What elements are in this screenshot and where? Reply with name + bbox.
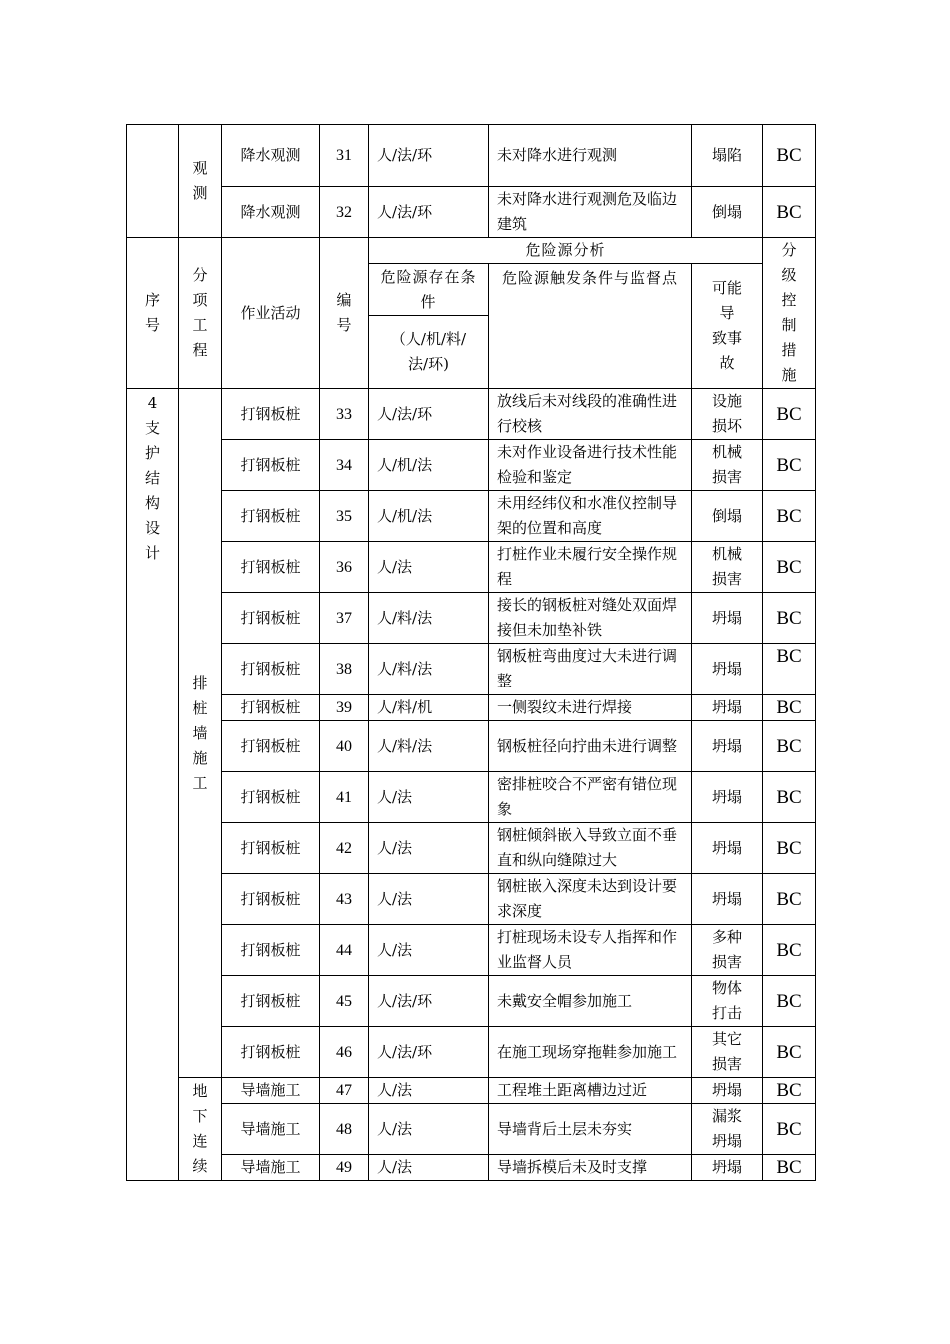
activity-cell: 导墙施工	[222, 1104, 320, 1155]
control-cell: BC	[763, 491, 816, 542]
trigger-cell: 在施工现场穿拖鞋参加施工	[489, 1027, 692, 1078]
header-activity: 作业活动	[222, 238, 320, 389]
condition-cell: 人/机/法	[369, 491, 489, 542]
condition-cell: 人/法	[369, 542, 489, 593]
accident-cell	[692, 925, 763, 976]
accident-text: 坍塌	[711, 1158, 742, 1176]
section-char: 结	[144, 469, 160, 487]
accident-text: 损害	[711, 953, 742, 971]
table-row	[127, 874, 816, 925]
table-row	[127, 440, 816, 491]
table-row	[127, 389, 816, 440]
accident-cell	[692, 695, 763, 721]
table-row	[127, 491, 816, 542]
header-accident	[692, 264, 763, 389]
seq-cell-empty	[127, 125, 179, 238]
accident-text: 损害	[711, 570, 742, 588]
accident-cell	[692, 874, 763, 925]
header-char: 故	[719, 354, 735, 372]
table-row	[127, 772, 816, 823]
accident-text: 打击	[711, 1004, 742, 1022]
accident-text: 机械	[711, 545, 742, 563]
table-row	[127, 925, 816, 976]
header-subproject	[179, 238, 222, 389]
trigger-cell: 未对降水进行观测危及临边建筑	[489, 187, 692, 238]
accident-text: 塌陷	[711, 146, 742, 164]
hazard-analysis-table	[126, 124, 816, 1181]
header-char: 号	[144, 316, 160, 334]
number-cell: 47	[320, 1078, 369, 1104]
number-cell: 42	[320, 823, 369, 874]
trigger-cell: 钢板桩径向拧曲未进行调整	[489, 721, 692, 772]
control-cell: BC	[763, 874, 816, 925]
condition-cell: 人/法	[369, 1155, 489, 1181]
section-char: 支	[144, 419, 160, 437]
trigger-cell: 放线后未对线段的准确性进行校核	[489, 389, 692, 440]
accident-cell	[692, 389, 763, 440]
control-cell: BC	[763, 1104, 816, 1155]
table-row	[127, 1155, 816, 1181]
header-char: 控	[781, 291, 797, 309]
subproject-char: 连	[192, 1132, 208, 1150]
accident-cell	[692, 491, 763, 542]
trigger-cell: 接长的钢板桩对缝处双面焊接但未加垫补铁	[489, 593, 692, 644]
condition-cell: 人/法/环	[369, 976, 489, 1027]
condition-cell: 人/法	[369, 823, 489, 874]
number-cell: 41	[320, 772, 369, 823]
header-char: 致事	[711, 329, 742, 347]
control-cell: BC	[763, 593, 816, 644]
table-body	[127, 125, 816, 1181]
accident-cell	[692, 125, 763, 187]
accident-cell	[692, 772, 763, 823]
trigger-cell: 密排桩咬合不严密有错位现象	[489, 772, 692, 823]
header-row	[127, 238, 816, 264]
accident-text: 坍塌	[711, 838, 742, 857]
table-row	[127, 542, 816, 593]
header-char: 可能	[711, 279, 742, 297]
number-cell: 48	[320, 1104, 369, 1155]
accident-cell	[692, 593, 763, 644]
subproject-cell	[179, 125, 222, 238]
trigger-cell: 打桩现场未设专人指挥和作业监督人员	[489, 925, 692, 976]
number-cell: 35	[320, 491, 369, 542]
header-char: 程	[192, 341, 208, 359]
accident-cell	[692, 440, 763, 491]
control-cell: BC	[763, 389, 816, 440]
accident-cell	[692, 542, 763, 593]
activity-cell: 导墙施工	[222, 1155, 320, 1181]
condition-cell: 人/法/环	[369, 125, 489, 187]
condition-cell: 人/料/机	[369, 695, 489, 721]
activity-cell: 降水观测	[222, 125, 320, 187]
subproject-char: 施	[192, 748, 208, 767]
header-analysis: 危险源分析	[369, 238, 763, 264]
control-cell: BC	[763, 823, 816, 874]
accident-text: 机械	[711, 443, 742, 461]
accident-text: 倒塌	[711, 202, 742, 221]
control-cell: BC	[763, 440, 816, 491]
header-char: 措	[781, 341, 797, 359]
number-cell: 46	[320, 1027, 369, 1078]
accident-cell	[692, 1155, 763, 1181]
control-cell: BC	[763, 772, 816, 823]
header-char: 施	[781, 366, 797, 384]
trigger-cell: 未戴安全帽参加施工	[489, 976, 692, 1027]
number-cell: 39	[320, 695, 369, 721]
activity-cell: 打钢板桩	[222, 1027, 320, 1078]
header-char: 项	[192, 291, 208, 309]
accident-cell	[692, 1078, 763, 1104]
subproject-char: 续	[192, 1157, 208, 1175]
activity-cell: 打钢板桩	[222, 593, 320, 644]
accident-cell	[692, 644, 763, 695]
header-control	[763, 238, 816, 389]
accident-text: 多种	[711, 928, 742, 946]
accident-text: 设施	[711, 392, 742, 410]
section-char: 4	[147, 394, 158, 412]
subproject-cell	[179, 1078, 222, 1181]
header-exist-condition-sub	[369, 316, 489, 389]
activity-cell: 打钢板桩	[222, 695, 320, 721]
activity-cell: 打钢板桩	[222, 644, 320, 695]
condition-cell: 人/法	[369, 1104, 489, 1155]
trigger-cell: 钢桩倾斜嵌入导致立面不垂直和纵向缝隙过大	[489, 823, 692, 874]
number-cell: 31	[320, 125, 369, 187]
accident-cell	[692, 976, 763, 1027]
header-seq	[127, 238, 179, 389]
table-row	[127, 1078, 816, 1104]
accident-text: 坍塌	[711, 608, 742, 627]
header-char: 分	[781, 241, 797, 259]
accident-text: 坍塌	[711, 1081, 742, 1099]
accident-text: 坍塌	[711, 736, 742, 755]
trigger-cell: 工程堆土距离槽边过近	[489, 1078, 692, 1104]
trigger-cell: 未用经纬仪和水准仪控制导架的位置和高度	[489, 491, 692, 542]
header-char: 制	[781, 316, 797, 334]
section-cell	[127, 389, 179, 1181]
header-exist-condition: 危险源存在条件	[369, 264, 489, 316]
control-cell: BC	[763, 976, 816, 1027]
subproject-char: 观	[192, 159, 208, 177]
accident-cell	[692, 1104, 763, 1155]
control-cell: BC	[763, 1078, 816, 1104]
header-number	[320, 238, 369, 389]
section-char: 设	[144, 519, 160, 537]
trigger-cell: 打桩作业未履行安全操作规程	[489, 542, 692, 593]
activity-cell: 打钢板桩	[222, 772, 320, 823]
condition-cell: 人/法/环	[369, 1027, 489, 1078]
activity-cell: 降水观测	[222, 187, 320, 238]
trigger-cell: 导墙背后土层未夯实	[489, 1104, 692, 1155]
control-cell: BC	[763, 125, 816, 187]
condition-cell: 人/法	[369, 772, 489, 823]
condition-cell: 人/机/法	[369, 440, 489, 491]
activity-cell: 打钢板桩	[222, 542, 320, 593]
trigger-cell: 一侧裂纹未进行焊接	[489, 695, 692, 721]
activity-cell: 导墙施工	[222, 1078, 320, 1104]
activity-cell: 打钢板桩	[222, 874, 320, 925]
table-row	[127, 1027, 816, 1078]
control-cell: BC	[763, 542, 816, 593]
accident-text: 漏浆	[711, 1107, 742, 1125]
control-cell: BC	[763, 187, 816, 238]
accident-text: 坍塌	[711, 787, 742, 806]
header-char: 级	[781, 266, 797, 284]
accident-text: 损害	[711, 468, 742, 486]
subproject-char: 桩	[192, 698, 208, 717]
table-row	[127, 976, 816, 1027]
subproject-char: 工	[192, 773, 208, 792]
accident-text: 坍塌	[711, 698, 742, 716]
number-cell: 38	[320, 644, 369, 695]
accident-text: 倒塌	[711, 506, 742, 525]
accident-text: 坍塌	[711, 659, 742, 678]
table-row	[127, 593, 816, 644]
condition-cell: 人/料/法	[369, 721, 489, 772]
accident-text: 坍塌	[711, 889, 742, 908]
trigger-cell: 钢桩嵌入深度未达到设计要求深度	[489, 874, 692, 925]
table-row	[127, 721, 816, 772]
table-row	[127, 644, 816, 695]
number-cell: 44	[320, 925, 369, 976]
header-text: （人/机/料/	[390, 330, 467, 348]
header-char: 工	[192, 316, 208, 334]
number-cell: 32	[320, 187, 369, 238]
table-row	[127, 187, 816, 238]
header-trigger: 危险源触发条件与监督点	[489, 264, 692, 389]
number-cell: 40	[320, 721, 369, 772]
table-row	[127, 695, 816, 721]
subproject-char: 下	[192, 1107, 208, 1125]
number-cell: 43	[320, 874, 369, 925]
subproject-char: 墙	[192, 723, 208, 742]
header-char: 分	[192, 266, 208, 284]
trigger-cell: 未对作业设备进行技术性能检验和鉴定	[489, 440, 692, 491]
control-cell: BC	[763, 644, 816, 695]
header-char: 序	[144, 291, 160, 309]
number-cell: 45	[320, 976, 369, 1027]
section-char: 构	[144, 494, 160, 512]
condition-cell: 人/料/法	[369, 593, 489, 644]
accident-text: 损坏	[711, 417, 742, 435]
accident-text: 损害	[711, 1055, 742, 1073]
activity-cell: 打钢板桩	[222, 976, 320, 1027]
accident-text: 物体	[711, 979, 742, 997]
number-cell: 37	[320, 593, 369, 644]
accident-cell	[692, 823, 763, 874]
condition-cell: 人/法	[369, 925, 489, 976]
header-char: 导	[719, 304, 735, 322]
control-cell: BC	[763, 1155, 816, 1181]
trigger-cell: 导墙拆模后未及时支撑	[489, 1155, 692, 1181]
header-text: 法/环)	[408, 355, 449, 373]
activity-cell: 打钢板桩	[222, 925, 320, 976]
section-char: 计	[144, 544, 160, 562]
table-row	[127, 125, 816, 187]
subproject-cell	[179, 389, 222, 1078]
table-row	[127, 1104, 816, 1155]
control-cell: BC	[763, 1027, 816, 1078]
condition-cell: 人/法	[369, 1078, 489, 1104]
subproject-char: 测	[192, 184, 208, 202]
activity-cell: 打钢板桩	[222, 823, 320, 874]
trigger-cell: 未对降水进行观测	[489, 125, 692, 187]
activity-cell: 打钢板桩	[222, 440, 320, 491]
number-cell: 34	[320, 440, 369, 491]
control-cell: BC	[763, 721, 816, 772]
header-char: 编	[336, 291, 352, 309]
number-cell: 49	[320, 1155, 369, 1181]
subproject-char: 地	[192, 1082, 208, 1100]
section-char: 护	[144, 444, 160, 462]
control-cell: BC	[763, 925, 816, 976]
header-char: 号	[336, 316, 352, 334]
number-cell: 33	[320, 389, 369, 440]
accident-text: 坍塌	[711, 1132, 742, 1150]
condition-cell: 人/法	[369, 874, 489, 925]
accident-text: 其它	[711, 1030, 742, 1048]
condition-cell: 人/料/法	[369, 644, 489, 695]
condition-cell: 人/法/环	[369, 187, 489, 238]
table-row	[127, 823, 816, 874]
accident-cell	[692, 1027, 763, 1078]
control-cell: BC	[763, 695, 816, 721]
accident-cell	[692, 721, 763, 772]
activity-cell: 打钢板桩	[222, 721, 320, 772]
subproject-char: 排	[192, 673, 208, 692]
condition-cell: 人/法/环	[369, 389, 489, 440]
number-cell: 36	[320, 542, 369, 593]
accident-cell	[692, 187, 763, 238]
activity-cell: 打钢板桩	[222, 491, 320, 542]
activity-cell: 打钢板桩	[222, 389, 320, 440]
trigger-cell: 钢板桩弯曲度过大未进行调整	[489, 644, 692, 695]
